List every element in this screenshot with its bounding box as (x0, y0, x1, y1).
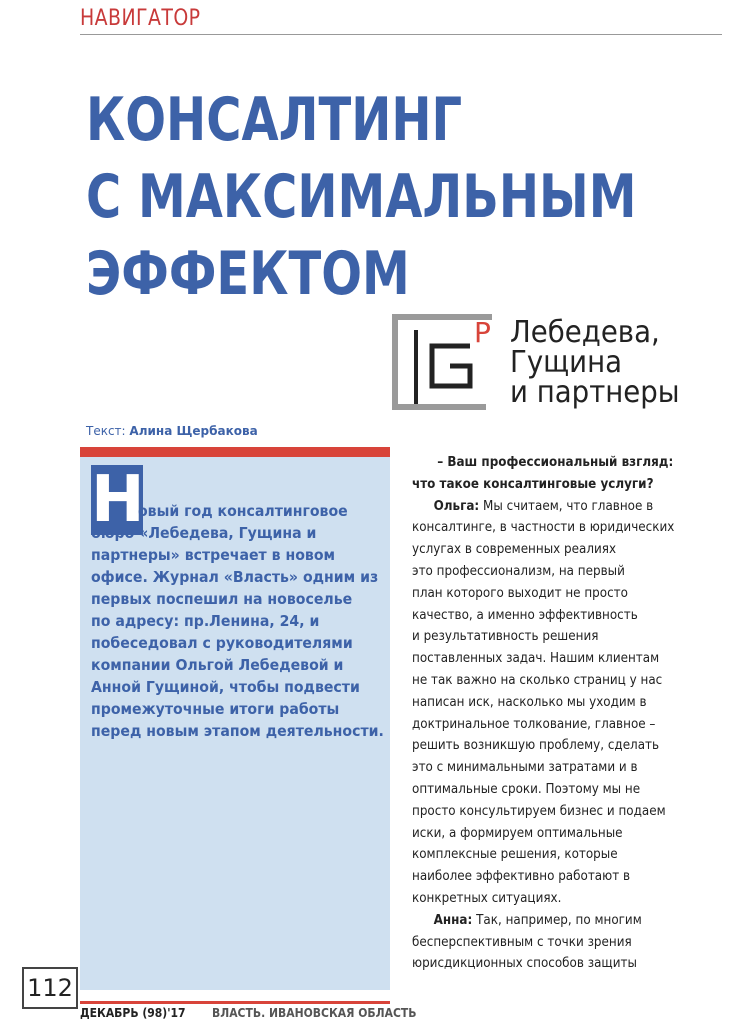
lead-line: бюро «Лебедева, Гущина и (91, 524, 317, 542)
lead-line: побеседовал с руководителями (91, 634, 353, 652)
logo-name-line-3: и партнеры (510, 375, 680, 410)
answer-text: Так, например, по многим (476, 912, 642, 928)
answer-line: иски, а формируем оптимальные (412, 825, 623, 841)
lead-accent-bar (80, 447, 390, 457)
lead-line: партнеры» встречает в новом (91, 546, 336, 564)
byline-author: Алина Щербакова (129, 424, 258, 438)
lead-line: перед новым этапом деятельности. (91, 722, 384, 740)
lead-line: по адресу: пр.Ленина, 24, и (91, 612, 320, 630)
section-label: НАВИГАТОР (80, 6, 201, 31)
answer-line: поставленных задач. Нашим клиентам (412, 651, 660, 667)
logo-name-line-2: Гущина (510, 345, 623, 380)
lead-line: первых поспешил на новоселье (91, 590, 353, 608)
section-divider (80, 34, 722, 35)
lead-line: промежуточные итоги работы (91, 700, 340, 718)
answer-line: конкретных ситуациях. (412, 890, 562, 906)
answer-line: не так важно на сколько страниц у нас (412, 672, 663, 688)
lead-line: офисе. Журнал «Власть» одним из (91, 568, 379, 586)
headline (86, 82, 637, 313)
footer-issue: ДЕКАБРЬ (98)'17 (80, 1006, 186, 1020)
answer-line: комплексные решения, которые (412, 847, 618, 863)
speaker-anna: Анна: (433, 912, 473, 928)
company-logo (392, 312, 722, 424)
answer-line: качество, а именно эффективность (412, 607, 638, 623)
lgp-logo-mark-icon (392, 312, 504, 424)
answer-line: и результативность решения (412, 629, 599, 645)
answer-first-line (412, 910, 691, 932)
answer-text: Мы считаем, что главное в (483, 498, 654, 514)
lead-box (80, 447, 390, 990)
footer-divider (80, 1001, 390, 1004)
answer-line: наиболее эффективно работают в (412, 869, 631, 885)
lead-paragraph (91, 502, 391, 742)
answer-line: просто консультируем бизнес и подаем (412, 803, 666, 819)
footer-magazine: ВЛАСТЬ. ИВАНОВСКАЯ ОБЛАСТЬ (212, 1006, 417, 1020)
answer-line: бесперспективным с точки зрения (412, 934, 632, 950)
lead-line: Анной Гущиной, чтобы подвести (91, 678, 360, 696)
speaker-olga: Ольга: (433, 498, 480, 514)
logo-name-line-1: Лебедева, (510, 315, 660, 350)
logo-mark-letter: P (474, 316, 491, 349)
drop-cap: Н (91, 463, 145, 537)
answer-line: доктринальное толкование, главное – (412, 716, 656, 732)
answer-line: услугах в современных реалиях (412, 542, 617, 558)
answer-line: написан иск, насколько мы уходим в (412, 694, 647, 710)
answer-line: оптимальные сроки. Поэтому мы не (412, 781, 641, 797)
headline-line-2: С МАКСИМАЛЬНЫМ (86, 162, 637, 232)
lead-line: компании Ольгой Лебедевой и (91, 656, 344, 674)
byline-label: Текст: (86, 424, 126, 438)
question-line: что такое консалтинговые услуги? (412, 476, 654, 492)
page-number: 112 (22, 967, 78, 1009)
question-line: – Ваш профессиональный взгляд: (437, 455, 674, 470)
headline-line-3: ЭФФЕКТОМ (86, 239, 410, 309)
logo-company-name (510, 315, 680, 410)
answer-line: это профессионализм, на первый (412, 563, 625, 579)
byline (86, 424, 258, 438)
answer-first-line (412, 496, 691, 518)
answer-line: решить возникшую проблему, сделать (412, 738, 660, 754)
interview-column (412, 452, 722, 975)
answer-line: юрисдикционных способов защиты (412, 956, 637, 972)
answer-line: это с минимальными затратами и в (412, 760, 638, 776)
answer-line: консалтинге, в частности в юридических (412, 520, 675, 536)
lead-line: овый год консалтинговое (138, 502, 348, 520)
answer-line: план которого выходит не просто (412, 585, 628, 601)
headline-line-1: КОНСАЛТИНГ (86, 85, 463, 155)
